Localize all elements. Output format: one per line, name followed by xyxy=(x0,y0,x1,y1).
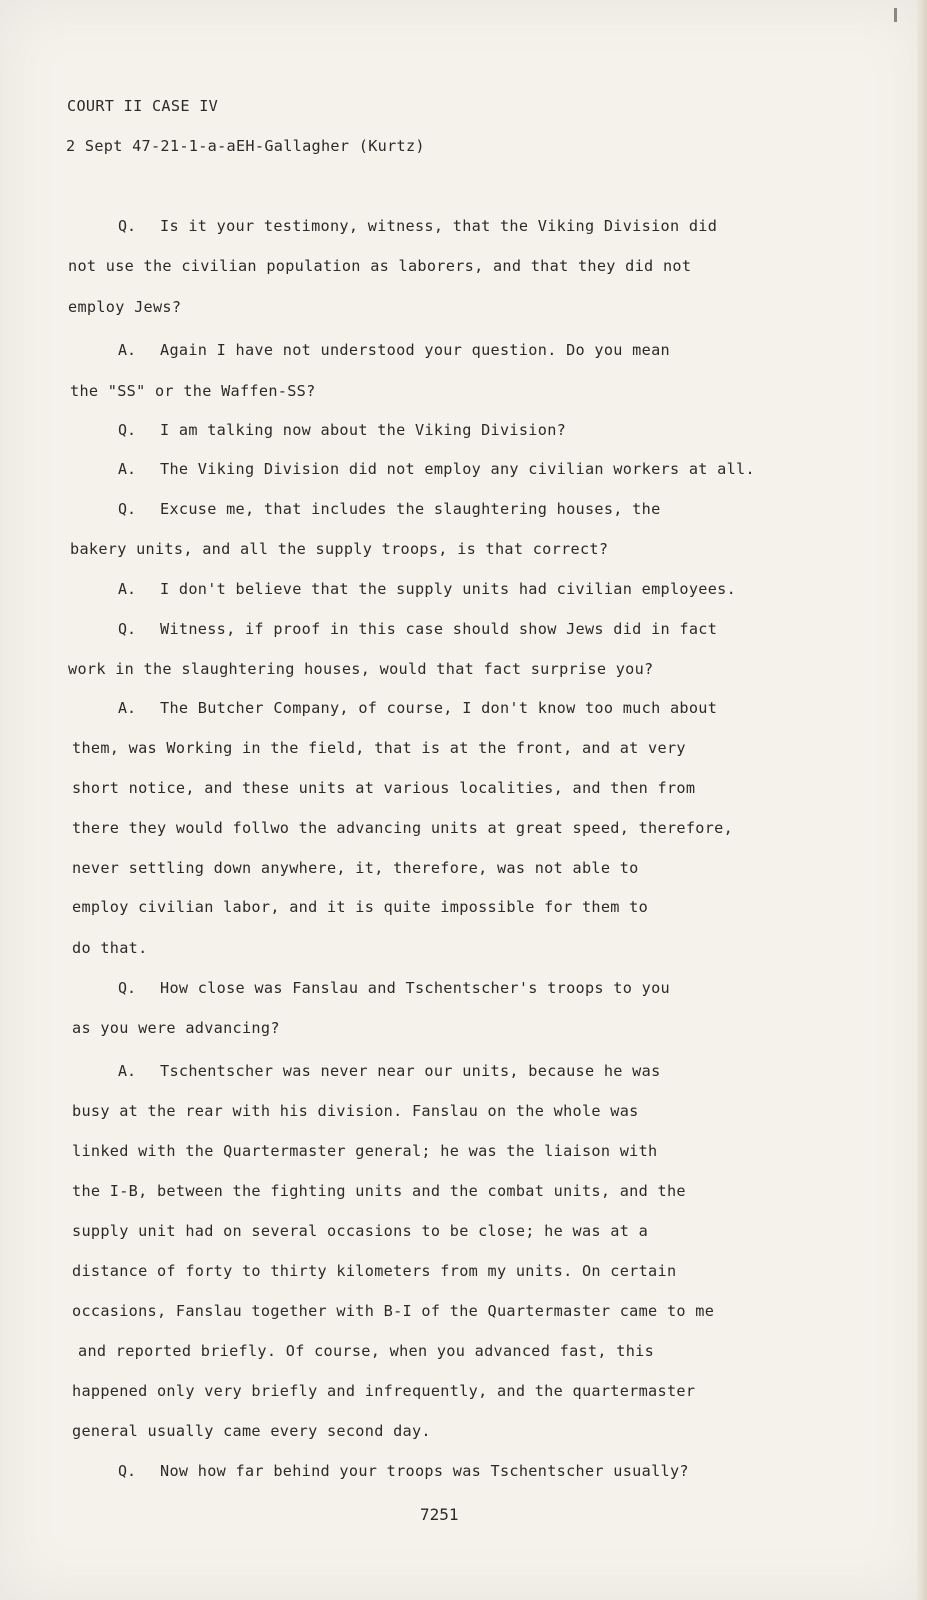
answer-marker: A. xyxy=(118,460,137,478)
transcript-line: the I-B, between the fighting units and the combat units, and the xyxy=(72,1182,686,1200)
question-marker: Q. xyxy=(118,421,137,439)
question-marker: Q. xyxy=(118,620,137,638)
court-case-heading: COURT II CASE IV xyxy=(67,97,219,115)
answer-marker: A. xyxy=(118,341,137,359)
question-marker: Q. xyxy=(118,500,137,518)
transcript-line: occasions, Fanslau together with B-I of the Quartermaster came to me xyxy=(72,1302,715,1320)
transcript-line: employ civilian labor, and it is quite impossible for them to xyxy=(72,898,649,916)
answer-marker: A. xyxy=(118,699,137,717)
answer-marker: A. xyxy=(118,580,137,598)
question-marker: Q. xyxy=(118,1462,137,1480)
transcript-line: I don't believe that the supply units had civilian employees. xyxy=(160,580,737,598)
page-edge xyxy=(917,0,927,1600)
transcript-line: linked with the Quartermaster general; he was the liaison with xyxy=(72,1142,658,1160)
transcript-line: Is it your testimony, witness, that the Viking Division did xyxy=(160,217,718,235)
question-marker: Q. xyxy=(118,217,137,235)
transcript-line: do that. xyxy=(72,939,148,957)
transcript-line: Tschentscher was never near our units, because he was xyxy=(160,1062,661,1080)
transcript-line: Again I have not understood your question. Do you mean xyxy=(160,341,670,359)
transcript-line: short notice, and these units at various localities, and then from xyxy=(72,779,696,797)
staple-mark xyxy=(894,8,897,22)
transcript-line: not use the civilian population as laborers, and that they did not xyxy=(68,257,692,275)
transcript-line: bakery units, and all the supply troops, is that correct? xyxy=(70,540,609,558)
transcript-line: and reported briefly. Of course, when you advanced fast, this xyxy=(78,1342,655,1360)
transcript-line: there they would follwo the advancing units at great speed, therefore, xyxy=(72,819,734,837)
transcript-line: busy at the rear with his division. Fanslau on the whole was xyxy=(72,1102,639,1120)
transcript-line: general usually came every second day. xyxy=(72,1422,431,1440)
transcript-line: I am talking now about the Viking Division? xyxy=(160,421,567,439)
transcript-line: employ Jews? xyxy=(68,298,182,316)
transcript-line: Now how far behind your troops was Tschentscher usually? xyxy=(160,1462,689,1480)
transcript-line: The Butcher Company, of course, I don't know too much about xyxy=(160,699,718,717)
transcript-line: never settling down anywhere, it, therefore, was not able to xyxy=(72,859,639,877)
question-marker: Q. xyxy=(118,979,137,997)
page-number: 7251 xyxy=(420,1505,459,1524)
transcript-line: Excuse me, that includes the slaughtering houses, the xyxy=(160,500,661,518)
transcript-line: happened only very briefly and infrequently, and the quartermaster xyxy=(72,1382,696,1400)
answer-marker: A. xyxy=(118,1062,137,1080)
transcript-line: work in the slaughtering houses, would that fact surprise you? xyxy=(68,660,654,678)
transcript-line: them, was Working in the field, that is at the front, and at very xyxy=(72,739,686,757)
transcript-line: the "SS" or the Waffen-SS? xyxy=(70,382,316,400)
transcript-line: distance of forty to thirty kilometers from my units. On certain xyxy=(72,1262,677,1280)
transcript-line: Witness, if proof in this case should show Jews did in fact xyxy=(160,620,718,638)
transcript-line: How close was Fanslau and Tschentscher's troops to you xyxy=(160,979,670,997)
transcript-line: supply unit had on several occasions to be close; he was at a xyxy=(72,1222,649,1240)
transcript-line: as you were advancing? xyxy=(72,1019,280,1037)
session-reference: 2 Sept 47-21-1-a-aEH-Gallagher (Kurtz) xyxy=(66,137,425,155)
transcript-line: The Viking Division did not employ any civilian workers at all. xyxy=(160,460,755,478)
